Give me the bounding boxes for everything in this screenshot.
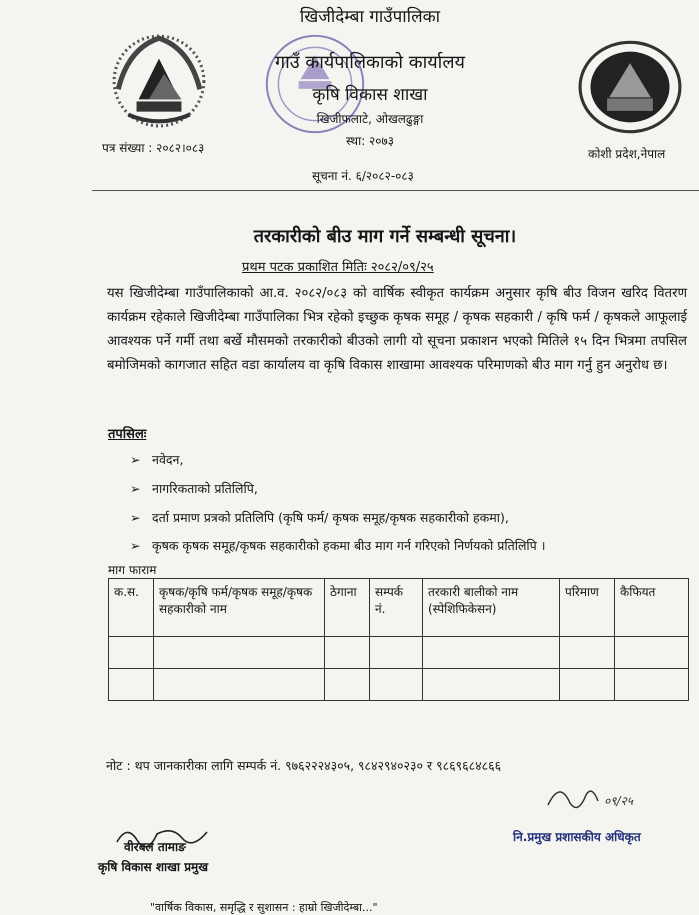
table-header-row [109,579,689,637]
notice-number: सूचना नं. ६/२०८२-०८३ [312,169,414,183]
table-cell[interactable] [615,637,689,669]
col-name: कृषक/कृषि फर्म/कृषक समूह/कृषक सहकारीको नाम [154,579,325,637]
office-name: गाउँ कार्यपालिकाको कार्यालय [275,52,465,73]
bullet-arrow-icon: ➢ [130,510,141,525]
municipality-logo-icon [578,40,682,134]
bullet-arrow-icon: ➢ [130,452,141,467]
notice-title: तरकारीको बीउ माग गर्ने सम्बन्धी सूचना। [253,226,517,247]
table-cell[interactable] [615,669,689,701]
department-name: कृषि विकास शाखा [312,85,428,105]
col-address: ठेगाना [325,579,370,637]
list-item [130,537,545,554]
bullet-arrow-icon: ➢ [130,538,141,553]
table-cell[interactable] [154,637,325,669]
details-label: तपसिलः [108,427,147,442]
province-label: कोशी प्रदेश,नेपाल [588,147,666,161]
col-contact: सम्पर्क नं. [370,579,423,637]
cao-title: नि.प्रमुख प्रशासकीय अधिकृत [513,830,641,844]
list-item-text: कृषक कृषक समूह/कृषक सहकारीको हकमा बीउ माग गर्न गरिएको निर्णयको प्रतिलिपि । [152,538,546,553]
col-quantity: परिमाण [560,579,615,637]
table-cell[interactable] [560,669,615,701]
signature-right-icon [540,775,660,825]
request-form-table [108,578,689,701]
table-cell[interactable] [109,669,154,701]
notice-body: यस खिजीदेम्बा गाउँपालिकाको आ.व. २०८२/०८३ को वार्षिक स्वीकृत कार्यक्रम अनुसार कृषि बीउ विजन खरिद वितरण कार्यक्रम रहेकाले खिजीदेम्बा गाउँपालिका भित्र रहेको इच्छुक कृषक समूह / कृषक सहकारी / कृषि फर्म / कृषकले आफूलाई आवश्यक पर्ने गर्मी तथा बर्खे मौसमको तरकारीको बीउको लागी यो सूचना प्रकाशन भएको मितिले १५ दिन भित्रमा तपसिल बमोजिमको कागजात सहित वडा कार्यालय वा कृषि विकास शाखामा आवश्यक परिमाणको बीउ माग गर्नु हुन अनुरोध छ। [107,286,687,373]
bullet-arrow-icon: ➢ [130,481,141,496]
signer-name: वीरबल तामाङ [124,840,186,854]
col-crop: तरकारी बालीको नाम (स्पेशिफिकेसन) [423,579,560,637]
table-cell[interactable] [423,637,560,669]
table-cell[interactable] [109,637,154,669]
list-item [130,451,183,468]
nepal-emblem-icon [108,28,210,130]
table-row [109,637,689,669]
table-cell[interactable] [370,669,423,701]
form-label: माग फाराम [108,563,157,577]
address: खिजीफलाटे, ओखलढुङ्गा [316,112,424,126]
list-item [130,480,258,497]
table-cell[interactable] [560,637,615,669]
table-cell[interactable] [154,669,325,701]
letter-number: पत्र संख्या : २०८२।०८३ [102,141,205,155]
handwritten-date: ०९/२५ [604,794,634,808]
header-divider [92,190,699,191]
established-year: स्था: २०७३ [345,134,395,148]
col-remarks: कैफियत [615,579,689,637]
table-cell[interactable] [325,669,370,701]
table-cell[interactable] [370,637,423,669]
org-name: खिजीदेम्बा गाउँपालिका [299,7,441,27]
list-item [130,509,509,526]
signer-title: कृषि विकास शाखा प्रमुख [98,860,209,874]
col-serial: क.स. [109,579,154,637]
table-row [109,669,689,701]
contact-note: नोट : थप जानकारीका लागि सम्पर्क नं. ९७६२२२४३०५, ९८४२९४०२३० र ९८६९६८४८६६ [106,758,502,773]
table-cell[interactable] [325,637,370,669]
table-cell[interactable] [423,669,560,701]
bottom-slogan-cut: "वार्षिक विकास, समृद्धि र सुशासन : हाम्रो खिजीदेम्बा..." [150,901,378,914]
list-item-text: नवेदन, [152,452,184,467]
published-date: प्रथम पटक प्रकाशित मितिः २०८२/०९/२५ [242,260,434,275]
list-item-text: दर्ता प्रमाण प्रत्रको प्रतिलिपि (कृषि फर्म/ कृषक समूह/कृषक सहकारीको हकमा), [152,510,509,525]
list-item-text: नागरिकताको प्रतिलिपि, [152,481,258,496]
